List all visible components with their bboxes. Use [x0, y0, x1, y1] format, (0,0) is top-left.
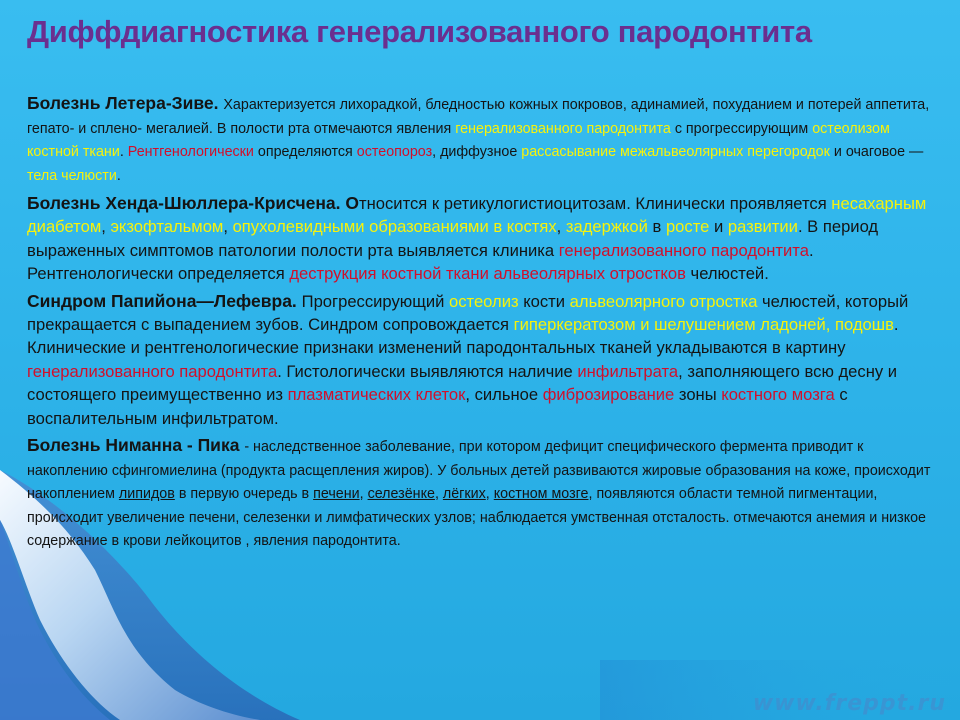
- paragraph-text: ,: [359, 486, 368, 503]
- term-link[interactable]: селезёнке: [367, 486, 435, 503]
- paragraph-text: .: [116, 167, 121, 184]
- paragraph-heading: Болезнь Летера-Зиве.: [27, 93, 224, 113]
- paragraph-text: с воспалительным инфильтратом.: [27, 385, 848, 428]
- paragraph-text: с прогрессирующим: [670, 120, 813, 137]
- paragraph-text: . Рентгенологически определяется: [27, 240, 814, 284]
- paragraph-text: Характеризуется лихорадкой, бледностью кожных покровов, адинамией, похуданием и потерей аппетита, гепато- и сплено- мегалией. В полости рта отмечаются явления: [27, 97, 930, 137]
- highlighted-term: остеолизом костной ткани: [27, 120, 890, 160]
- term-link[interactable]: печени: [313, 486, 360, 503]
- paragraph-heading: Болезнь Ниманна - Пика: [27, 435, 245, 456]
- paragraph-text: ,: [485, 486, 494, 503]
- paragraph-text: - наследственное заболевание, при котором дефицит специфического фермента приводит к накоплению сфингомиелина (продукта расщепления жиров). У больных детей развиваются жировые образования на коже, происходит накоплением: [27, 439, 931, 503]
- paragraph-text: ,: [223, 217, 233, 237]
- paragraph-text: . Гистологически выявляются наличие: [277, 361, 578, 381]
- paragraph-text: тносится к ретикулогистиоцитозам. Клинически проявляется: [359, 194, 832, 213]
- highlighted-term: костного мозга: [721, 385, 835, 405]
- highlighted-term: развитии: [727, 217, 798, 237]
- highlighted-term: плазматических клеток: [287, 385, 466, 405]
- paragraph-text: , диффузное: [432, 144, 522, 160]
- paragraph-text: ,: [101, 217, 111, 237]
- highlighted-term: генерализованного пародонтита: [558, 240, 809, 260]
- paragraph-letterer-siwe: [27, 92, 939, 188]
- paragraph-hand-schuller-christian: [27, 192, 939, 286]
- highlighted-term: инфильтрата: [577, 361, 679, 381]
- paragraph-text: . В период выраженных симптомов патологии полости рта выявляется клиника: [27, 217, 879, 260]
- highlighted-term: экзофтальмом: [110, 217, 224, 237]
- highlighted-term: генерализованного пародонтита: [27, 361, 278, 381]
- paragraph-text: . Клинические и рентгенологические признаки изменений пародонтальных тканей укладываются в картину: [27, 315, 899, 358]
- term-link[interactable]: лёгких: [442, 486, 486, 503]
- paragraph-text: определяются: [253, 144, 357, 160]
- term-link[interactable]: костном мозге: [493, 486, 589, 503]
- paragraph-heading: Болезнь Хенда-Шюллера-Крисчена. О: [27, 193, 360, 213]
- paragraph-text: челюстей.: [685, 264, 769, 284]
- paragraph-text: и: [709, 217, 728, 237]
- paragraph-text: , сильное: [465, 385, 543, 405]
- paragraph-text: ,: [556, 217, 566, 237]
- highlighted-term: росте: [665, 217, 710, 237]
- paragraph-papillon-lefevre: [27, 290, 939, 430]
- paragraph-text: и очаговое —: [829, 144, 924, 160]
- watermark-text: www.freppt.ru: [752, 691, 946, 716]
- highlighted-term: генерализованного пародонтита: [455, 120, 671, 137]
- paragraph-niemann-pick: [27, 434, 939, 554]
- paragraph-text: ,: [434, 486, 443, 503]
- paragraph-text: , заполняющего всю десну и состоящего преимущественно из: [27, 361, 898, 405]
- paragraph-text: челюстей, который прекращается с выпадением зубов. Синдром сопровождается: [27, 291, 909, 335]
- paragraph-text: , появляются области темной пигментации, происходит увеличение печени, селезенки и лимфатических узлов; наблюдается умственная отсталость. отмечаются анемия и низкое содержание в крови лейкоцитов , явления пародонтита.: [27, 486, 927, 550]
- slide-title: Диффдиагностика генерализованного пародонтита: [27, 14, 812, 49]
- highlighted-term: деструкция костной ткани альвеолярных отростков: [289, 264, 686, 284]
- paragraph-text: Прогрессирующий: [301, 291, 449, 311]
- paragraph-heading: Синдром Папийона—Лефевра.: [27, 290, 302, 311]
- slide-body: [27, 92, 939, 558]
- highlighted-term: фиброзирование: [542, 385, 675, 405]
- highlighted-term: гиперкератозом и шелушением ладоней, подошв: [513, 315, 894, 335]
- paragraph-text: в: [647, 217, 666, 237]
- highlighted-term: тела челюсти: [27, 167, 117, 184]
- paragraph-text: .: [119, 144, 128, 160]
- highlighted-term: остеопороз: [356, 144, 433, 160]
- highlighted-term: несахарным диабетом: [27, 194, 927, 237]
- highlighted-term: альвеолярного отростка: [569, 291, 758, 311]
- paragraph-text: зоны: [674, 385, 722, 405]
- highlighted-term: остеолиз: [449, 291, 519, 311]
- term-link[interactable]: липидов: [118, 486, 175, 503]
- highlighted-term: рассасывание межальвеолярных перегородок: [521, 144, 830, 160]
- highlighted-term: задержкой: [565, 217, 648, 237]
- paragraph-text: в первую очередь в: [174, 486, 314, 503]
- highlighted-term: опухолевидными образованиями в костях: [232, 217, 557, 237]
- paragraph-text: кости: [518, 291, 570, 311]
- highlighted-term: Рентгенологически: [127, 144, 254, 160]
